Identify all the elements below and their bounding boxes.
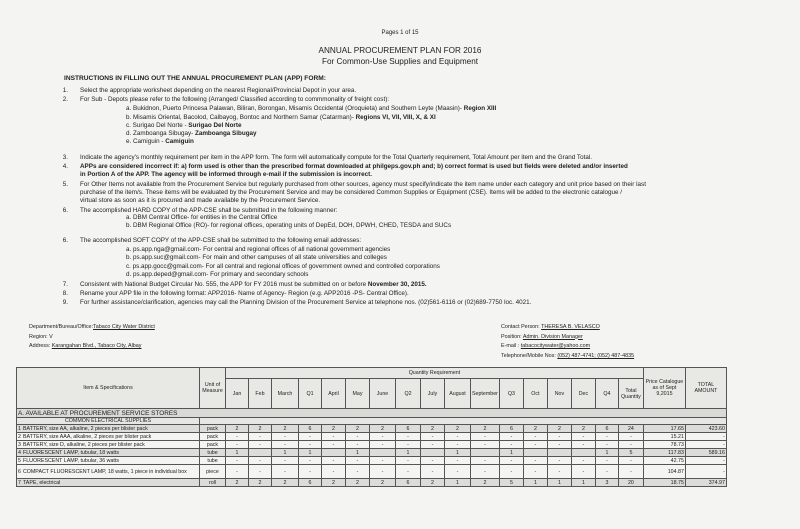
quantity-cell[interactable]: - [421,465,445,479]
column-header: Q1 [299,379,322,409]
quantity-cell[interactable]: 1 [445,449,471,457]
quantity-cell[interactable]: 20 [618,479,643,487]
quantity-cell[interactable]: - [499,433,523,441]
quantity-cell[interactable]: - [595,441,618,449]
quantity-cell[interactable]: 6 [299,479,322,487]
instruction-line [56,222,451,230]
amount-cell: - [685,465,726,479]
instruction-number: 1. [62,87,68,94]
quantity-cell[interactable]: - [547,465,571,479]
quantity-cell[interactable]: 24 [618,425,643,433]
price-cell: 17.65 [643,425,685,433]
price-cell: 15.21 [643,433,685,441]
quantity-cell[interactable]: - [299,441,322,449]
document-subtitle: For Common-Use Supplies and Equipment [321,57,479,66]
quantity-cell[interactable]: 1 [571,479,595,487]
section-title: A. AVAILABLE AT PROCUREMENT SERVICE STORES [17,409,727,418]
unit-cell: piece [200,465,226,479]
instruction-line [56,214,277,222]
position-value: Admin. Division Manager [522,333,583,340]
instruction-text: a. DBM Central Office- for entities in the Central Office [126,214,278,221]
quantity-cell[interactable]: 2 [471,425,500,433]
quantity-cell[interactable] [322,449,346,457]
quantity-cell[interactable]: - [618,465,643,479]
address-value: Karangahan Blvd., Tabaco City, Albay [51,343,142,350]
instruction-emphasis: APPs are considered incorrect if: a) form used is other than the prescribed format downloaded at philgeps.gov.ph and; b) correct format is used but fields were deleted and/or inserted [80,163,628,170]
quantity-cell[interactable]: 2 [322,479,346,487]
instruction-emphasis: in Portion A of the APP. The agency will be informed through e-mail if the submission is incorrect. [80,171,373,178]
quantity-cell[interactable]: - [346,465,370,479]
instruction-number: 9. [62,299,68,306]
quantity-cell[interactable]: 5 [618,449,643,457]
quantity-cell[interactable]: 1 [547,479,571,487]
quantity-cell[interactable]: 6 [595,425,618,433]
quantity-cell[interactable]: 2 [421,425,445,433]
item-cell [17,425,200,433]
instruction-text: e. Camiguin - [126,138,166,145]
contact-label: Contact Person: [501,324,540,330]
instruction-text: purchase of the item/s. These items will be evaluated by the Procurement Service and may be considered Common Supplies or Equipment (CSE). Items will be added to the electronic catalogue / [80,189,623,196]
department-label: Department/Bureau/Office: [29,324,94,330]
quantity-cell[interactable]: - [226,433,249,441]
instruction-line [56,154,592,162]
instruction-line [56,299,531,307]
quantity-cell[interactable]: - [499,465,523,479]
quantity-cell[interactable]: - [471,441,500,449]
quantity-cell[interactable]: 2 [471,479,500,487]
instruction-line [56,181,646,189]
instruction-line [56,114,436,122]
column-header: April [322,379,346,409]
item-description: BATTERY, size D, alkaline, 2 pieces per blister pack [22,441,145,448]
instruction-text: a. ps.app.nga@gmail.com- For central and regional offices of all national government agencies [126,246,391,253]
item-description: TAPE, electrical [22,479,61,486]
amount-header: TOTAL AMOUNT [685,368,726,409]
region-value: V [49,333,53,340]
quantity-cell[interactable]: - [595,457,618,465]
quantity-cell[interactable]: - [618,433,643,441]
instruction-line [56,271,308,279]
amount-cell: 374.97 [685,479,726,487]
instruction-emphasis: Regions VI, VII, VIII, X, & XI [355,114,436,121]
quantity-cell[interactable]: 2 [226,479,249,487]
instruction-text: The accomplished SOFT COPY of the APP-CSE shall be submitted to the following email addresses: [80,237,362,244]
instruction-emphasis: Region XIII [463,105,497,112]
quantity-cell[interactable]: 2 [370,479,396,487]
item-number: 5 [18,457,21,464]
quantity-cell[interactable]: - [421,457,445,465]
price-cell: 42.75 [643,457,685,465]
instruction-line [56,96,389,104]
quantity-cell[interactable]: - [272,441,299,449]
instruction-text: Indicate the agency's monthly requirement per item in the APP form. The form will automatically compute for the Total Quarterly requirement, Total Amount per item and the Grand Total. [80,154,592,161]
quantity-cell[interactable]: - [471,465,500,479]
quantity-cell[interactable]: 2 [272,425,299,433]
item-number: 1 [18,425,21,432]
quantity-cell[interactable]: - [618,441,643,449]
quantity-cell[interactable]: - [499,457,523,465]
instruction-text: b. ps.app.suc@gmail.com- For main and other campuses of all state universities and colleges [126,254,387,261]
quantity-cell[interactable]: 2 [370,425,396,433]
quantity-cell[interactable]: - [272,457,299,465]
quantity-cell[interactable]: - [396,433,421,441]
quantity-cell[interactable]: - [523,433,547,441]
quantity-cell[interactable] [571,449,595,457]
unit-cell: roll [200,479,226,487]
instruction-text: The accomplished HARD COPY of the APP-CSE shall be submitted in the following manner: [80,207,338,214]
instruction-text: Select the appropriate worksheet depending on the nearest Regional/Provincial Depot in your area. [80,87,357,94]
quantity-cell[interactable]: - [322,465,346,479]
quantity-cell[interactable]: - [396,457,421,465]
instruction-line [56,130,257,138]
quantity-cell[interactable] [370,449,396,457]
quantity-cell[interactable]: 2 [322,425,346,433]
quantity-cell[interactable]: - [322,457,346,465]
price-cell: 78.73 [643,441,685,449]
unit-cell: tube [200,457,226,465]
column-header: May [346,379,370,409]
quantity-cell[interactable]: - [249,457,272,465]
instruction-text: Rename your APP file in the following format: APP2016- Name of Agency- Region (e.g. APP2016 -PS- Central Office). [80,290,409,297]
table-row [17,441,727,449]
price-header: Price Catalogue as of Sept 9,2015 [643,368,685,409]
instruction-emphasis: Surigao Del Norte [188,122,242,129]
column-header: June [370,379,396,409]
phone-value: (052) 487-4741; (052) 487-4835 [557,352,635,359]
quantity-cell[interactable]: 3 [595,479,618,487]
column-header: Q3 [499,379,523,409]
instruction-line [56,237,361,245]
agency-info-right [501,323,634,361]
quantity-cell[interactable]: 2 [249,425,272,433]
instruction-number: 4. [62,163,68,170]
instruction-number: 7. [62,281,68,288]
procurement-table [16,367,727,487]
unit-cell: pack [200,441,226,449]
item-header: Item & Specifications [17,368,200,409]
instruction-line [56,163,628,171]
amount-cell: - [685,433,726,441]
quantity-cell[interactable]: 2 [421,479,445,487]
quantity-cell[interactable]: - [571,465,595,479]
instruction-number: 5. [62,181,68,188]
quantity-cell[interactable]: - [547,441,571,449]
quantity-cell[interactable]: - [346,433,370,441]
quantity-cell[interactable]: - [322,441,346,449]
table-row [17,457,727,465]
quantity-cell[interactable]: - [396,441,421,449]
instruction-emphasis: Zamboanga Sibugay [194,130,257,137]
item-number: 6 [18,468,21,475]
quantity-cell[interactable]: 1 [396,449,421,457]
item-description: BATTERY, size AAA, alkaline, 2 pieces per blister pack [22,433,152,440]
quantity-cell[interactable]: - [595,433,618,441]
quantity-cell[interactable]: - [322,433,346,441]
item-cell [17,433,200,441]
amount-cell: - [685,457,726,465]
email-label: E-mail : [501,343,520,350]
quantity-cell[interactable] [249,449,272,457]
instruction-text: b. DBM Regional Office (RO)- for regional offices, operating units of DepEd, DOH, DPWH, CHED, TESDA and SUCs [126,222,452,229]
quantity-cell[interactable]: 5 [499,479,523,487]
item-number: 7 [18,479,21,486]
quantity-cell[interactable]: 2 [547,425,571,433]
instruction-line [56,105,496,113]
quantity-cell[interactable]: - [299,433,322,441]
column-header: Jan [226,379,249,409]
instruction-text: d. Zamboanga Sibugay- [126,130,195,137]
quantity-cell[interactable]: - [370,441,396,449]
instruction-line [56,189,622,197]
quantity-cell[interactable]: 2 [523,425,547,433]
column-header: Q4 [595,379,618,409]
document-title: ANNUAL PROCUREMENT PLAN FOR 2016 [318,46,482,55]
category-filler [200,418,727,425]
quantity-cell[interactable]: - [370,433,396,441]
table-row [17,465,727,479]
table-row [17,449,727,457]
instruction-number: 6. [62,237,68,244]
quantity-cell[interactable] [523,449,547,457]
quantity-cell[interactable]: - [595,465,618,479]
instruction-text: c. ps.app.gocc@gmail.com- For all central and regional offices of government owned and controlled corporations [126,263,440,270]
quantity-cell[interactable] [547,449,571,457]
agency-info-left [29,323,155,352]
item-description: FLUORESCENT LAMP, tubular, 18 watts [22,449,120,456]
quantity-cell[interactable]: - [370,457,396,465]
position-label: Position: [501,333,522,340]
quantity-cell[interactable]: 1 [595,449,618,457]
price-cell: 104.87 [643,465,685,479]
quantity-cell[interactable]: - [370,465,396,479]
quantity-cell[interactable]: 1 [445,479,471,487]
instruction-text: d. ps.app.deped@gmail.com- For primary and secondary schools [126,271,309,278]
contact-value: THERESA B. VELASCO [541,324,600,330]
instructions-heading: INSTRUCTIONS IN FILLING OUT THE ANNUAL PROCUREMENT PLAN (APP) FORM: [64,75,326,82]
quantity-cell[interactable]: - [547,433,571,441]
quantity-cell[interactable]: - [571,457,595,465]
quantity-cell[interactable]: - [445,465,471,479]
quantity-cell[interactable]: 6 [299,425,322,433]
quantity-cell[interactable]: - [421,433,445,441]
item-cell [17,441,200,449]
instruction-emphasis: Camiguin [165,138,194,145]
quantity-cell[interactable]: - [445,457,471,465]
column-header: March [272,379,299,409]
quantity-cell[interactable]: 1 [299,449,322,457]
item-description: COMPACT FLUORESCENT LAMP, 18 watts, 1 piece in individual box [22,468,187,475]
region-label: Region: [29,333,48,340]
column-header: August [445,379,471,409]
instruction-number: 2. [62,96,68,103]
column-header: July [421,379,445,409]
instruction-text: virtual store as soon as it is procured and made available by the Procurement Service. [80,197,321,204]
item-cell [17,449,200,457]
quantity-cell[interactable]: 6 [396,479,421,487]
quantity-cell[interactable]: 2 [346,425,370,433]
quantity-cell[interactable]: - [445,433,471,441]
instruction-text: b. Misamis Oriental, Bacolod, Calbayog, Bontoc and Northern Samar (Catarman)- [126,114,356,121]
quantity-cell[interactable]: - [571,441,595,449]
instruction-text: For Other Items not available from the Procurement Service but regularly purchased from other sources, agency must specify/indicate the item name under each category and unit price based on their last [80,181,646,188]
instruction-line [56,197,320,205]
quantity-cell[interactable]: - [421,441,445,449]
quantity-cell[interactable]: - [618,457,643,465]
address-label: Address: [29,343,51,350]
item-description: FLUORESCENT LAMP, tubular, 36 watts [22,457,120,464]
item-number: 3 [18,441,21,448]
instruction-text: Consistent with National Budget Circular No. 555, the APP for FY 2016 must be submitted on or before [80,281,368,288]
quantity-cell[interactable]: - [226,457,249,465]
phone-label: Telephone/Mobile Nos: [501,352,556,359]
instruction-text: For further assistance/clarification, agencies may call the Planning Division of the Procurement Service at telephone nos. (02)561-6116 or (02)689-7750 loc. 4021. [80,299,532,306]
quantity-cell[interactable]: - [523,465,547,479]
instruction-line [56,263,440,271]
quantity-cell[interactable]: 6 [499,425,523,433]
table-row [17,433,727,441]
instruction-emphasis: November 30, 2015. [367,281,427,288]
quantity-cell[interactable]: - [499,441,523,449]
column-header: Feb [249,379,272,409]
amount-cell: - [685,441,726,449]
instruction-text: c. Surigao Del Norte - [126,122,189,129]
item-number: 2 [18,433,21,440]
table-row [17,479,727,487]
instruction-text: a. Bukidnon, Puerto Princesa Palawan, Biliran, Borongan, Misamis Occidental (Oroquieta) and Southern Leyte (Maasin)- [126,105,464,112]
quantity-cell[interactable]: 2 [249,479,272,487]
item-number: 4 [18,449,21,456]
quantity-cell[interactable]: - [299,457,322,465]
quantity-cell[interactable]: - [249,433,272,441]
column-header: Total Quantity [618,379,643,409]
quantity-cell[interactable]: - [571,433,595,441]
amount-cell: 423.60 [685,425,726,433]
quantity-cell[interactable]: 2 [571,425,595,433]
quantity-cell[interactable]: - [523,457,547,465]
instruction-line [56,171,372,179]
quantity-cell[interactable]: 6 [396,425,421,433]
quantity-cell[interactable]: - [471,433,500,441]
column-header: Dec [571,379,595,409]
table-row [17,425,727,433]
quantity-cell[interactable]: 2 [445,425,471,433]
price-cell: 117.83 [643,449,685,457]
instruction-line [56,122,241,130]
column-header: Nov [547,379,571,409]
unit-cell: pack [200,433,226,441]
quantity-cell[interactable]: - [249,465,272,479]
quantity-cell[interactable]: 1 [226,449,249,457]
instruction-line [56,290,409,298]
quantity-cell[interactable]: 2 [346,479,370,487]
quantity-cell[interactable]: - [547,457,571,465]
unit-cell: pack [200,425,226,433]
quantity-cell[interactable]: - [272,433,299,441]
instruction-number: 8. [62,290,68,297]
quantity-cell[interactable]: 1 [346,449,370,457]
instruction-line [56,281,427,289]
instruction-number: 3. [62,154,68,161]
column-header: Oct [523,379,547,409]
quantity-cell[interactable]: - [226,465,249,479]
quantity-cell[interactable]: - [523,441,547,449]
instruction-line [56,138,194,146]
quantity-header: Quantity Requirement [226,368,644,379]
email-value: tabacocitywater@yahoo.com [520,343,591,350]
quantity-cell[interactable] [421,449,445,457]
instruction-line [56,87,356,95]
quantity-cell[interactable]: - [346,457,370,465]
page-number: Pages 1 of 15 [381,30,419,36]
quantity-cell[interactable]: - [445,441,471,449]
unit-cell: tube [200,449,226,457]
instruction-line [56,246,390,254]
quantity-cell[interactable] [471,449,500,457]
quantity-cell[interactable]: 1 [499,449,523,457]
category-title: COMMON ELECTRICAL SUPPLIES [17,418,200,425]
price-cell: 18.75 [643,479,685,487]
quantity-cell[interactable]: 2 [272,479,299,487]
item-description: BATTERY, size AA, alkaline, 2 pieces per blister pack [22,425,148,432]
quantity-cell[interactable]: - [249,441,272,449]
department-value: Tabaco City Water District [93,324,155,330]
instruction-line [56,254,387,262]
quantity-cell[interactable]: 1 [272,449,299,457]
quantity-cell[interactable]: - [299,465,322,479]
item-cell [17,479,200,487]
item-cell [17,457,200,465]
column-header: September [471,379,500,409]
quantity-cell[interactable]: 1 [523,479,547,487]
quantity-cell[interactable]: - [272,465,299,479]
instruction-text: For Sub - Depots please refer to the following (Arranged/ Classified according to commmonality of freight cost): [80,96,390,103]
column-header: Q2 [396,379,421,409]
quantity-cell[interactable]: - [396,465,421,479]
quantity-cell[interactable]: - [471,457,500,465]
quantity-cell[interactable]: 2 [226,425,249,433]
instruction-number: 6. [62,207,68,214]
amount-cell: 589.16 [685,449,726,457]
unit-header: Unit of Measure [200,368,226,409]
quantity-cell[interactable]: - [346,441,370,449]
item-cell [17,465,200,479]
quantity-cell[interactable]: - [226,441,249,449]
